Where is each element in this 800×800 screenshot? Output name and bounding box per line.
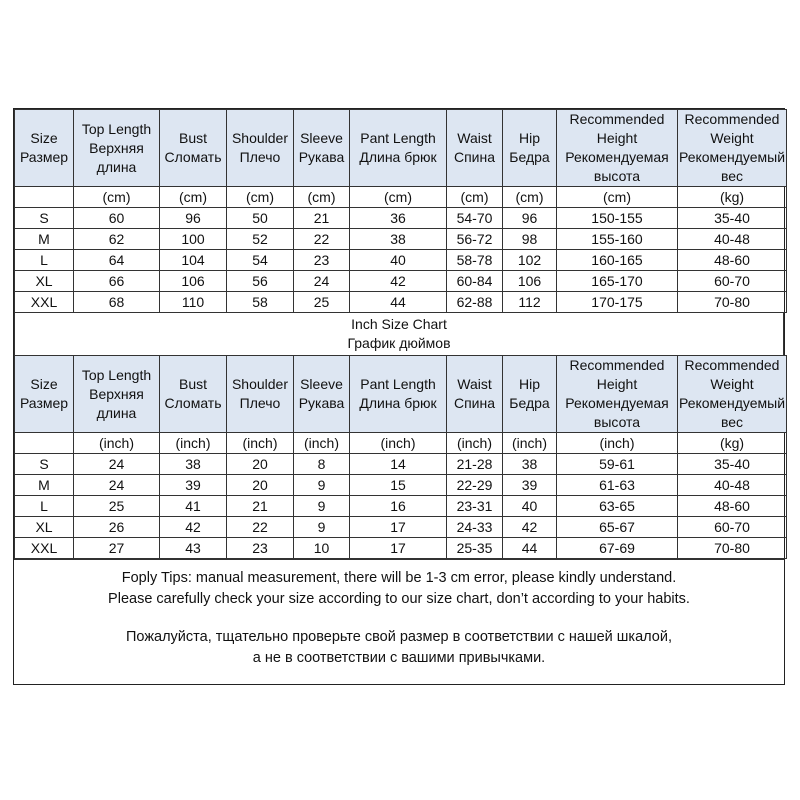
measurement-cell: 102 bbox=[503, 250, 557, 271]
header-line: Recommended bbox=[569, 357, 665, 373]
measurement-cell: 67-69 bbox=[557, 538, 678, 559]
measurement-cell: 36 bbox=[350, 208, 447, 229]
header-cell bbox=[503, 356, 557, 433]
measurement-cell: 64 bbox=[74, 250, 160, 271]
measurement-cell: 63-65 bbox=[557, 496, 678, 517]
header-line: высота bbox=[593, 414, 641, 430]
header-line: вес bbox=[720, 168, 744, 184]
unit-cell: (cm) bbox=[350, 187, 447, 208]
measurement-cell: 70-80 bbox=[678, 538, 787, 559]
header-cell bbox=[447, 356, 503, 433]
unit-cell: (inch) bbox=[447, 433, 503, 454]
measurement-cell: 100 bbox=[160, 229, 227, 250]
header-row bbox=[15, 110, 787, 187]
header-cell bbox=[350, 356, 447, 433]
measurement-cell: 60-70 bbox=[678, 517, 787, 538]
header-line: Size bbox=[30, 130, 58, 146]
header-line: Bust bbox=[178, 130, 207, 146]
measurement-cell: 21 bbox=[227, 496, 294, 517]
measurement-cell: 17 bbox=[350, 517, 447, 538]
header-line: Sleeve bbox=[300, 130, 343, 146]
unit-cell: (kg) bbox=[678, 187, 787, 208]
measurement-cell: 24-33 bbox=[447, 517, 503, 538]
measurement-cell: 58-78 bbox=[447, 250, 503, 271]
measurement-cell: 43 bbox=[160, 538, 227, 559]
measurement-cell: 58 bbox=[227, 292, 294, 313]
measurement-cell: 25 bbox=[74, 496, 160, 517]
header-line: Длина брюк bbox=[359, 149, 437, 165]
header-line: Recommended bbox=[684, 357, 780, 373]
header-line: Bust bbox=[178, 376, 207, 392]
measurement-cell: 110 bbox=[160, 292, 227, 313]
measurement-cell: 35-40 bbox=[678, 454, 787, 475]
table-row bbox=[15, 538, 787, 559]
header-line: Recommended bbox=[569, 111, 665, 127]
tip-line-ru-1: Пожалуйста, тщательно проверьте свой размер в соответствии с нашей шкалой, bbox=[126, 629, 672, 645]
measurement-cell: 42 bbox=[350, 271, 447, 292]
measurement-cell: 23-31 bbox=[447, 496, 503, 517]
measurement-cell: 59-61 bbox=[557, 454, 678, 475]
header-line: Pant Length bbox=[360, 130, 436, 146]
unit-cell: (inch) bbox=[74, 433, 160, 454]
measurement-cell: 60 bbox=[74, 208, 160, 229]
table-row bbox=[15, 454, 787, 475]
unit-cell: (cm) bbox=[74, 187, 160, 208]
inch-chart-title bbox=[14, 313, 784, 355]
header-line: Height bbox=[596, 130, 638, 146]
header-line: Верхняя bbox=[89, 139, 144, 156]
unit-cell: (cm) bbox=[447, 187, 503, 208]
measurement-cell: 155-160 bbox=[557, 229, 678, 250]
unit-row bbox=[15, 187, 787, 208]
header-line: Weight bbox=[710, 130, 754, 146]
measurement-cell: 24 bbox=[294, 271, 350, 292]
size-cell: XL bbox=[15, 517, 74, 538]
header-line: Рекомендуемый bbox=[678, 149, 786, 165]
table-row bbox=[15, 208, 787, 229]
header-cell bbox=[227, 356, 294, 433]
table-row bbox=[15, 475, 787, 496]
header-line: Сломать bbox=[164, 149, 222, 165]
measurement-cell: 42 bbox=[160, 517, 227, 538]
header-line: Top Length bbox=[81, 366, 152, 383]
measurement-cell: 56-72 bbox=[447, 229, 503, 250]
inch-chart-title-ru: График дюймов bbox=[347, 335, 451, 351]
header-cell bbox=[678, 356, 787, 433]
measurement-cell: 165-170 bbox=[557, 271, 678, 292]
header-line: Sleeve bbox=[300, 376, 343, 392]
measurement-cell: 21-28 bbox=[447, 454, 503, 475]
header-line: Сломать bbox=[164, 395, 222, 411]
header-line: Top Length bbox=[81, 120, 152, 137]
unit-cell: (cm) bbox=[503, 187, 557, 208]
inch-chart-title-en: Inch Size Chart bbox=[351, 316, 447, 332]
header-line: Верхняя bbox=[89, 385, 144, 402]
header-line: Hip bbox=[518, 130, 540, 146]
measurement-cell: 10 bbox=[294, 538, 350, 559]
measurement-cell: 60-84 bbox=[447, 271, 503, 292]
size-cell: XXL bbox=[15, 538, 74, 559]
measurement-cell: 14 bbox=[350, 454, 447, 475]
measurement-cell: 96 bbox=[503, 208, 557, 229]
unit-cell: (inch) bbox=[557, 433, 678, 454]
table-row bbox=[15, 271, 787, 292]
measurement-cell: 160-165 bbox=[557, 250, 678, 271]
measurement-cell: 61-63 bbox=[557, 475, 678, 496]
measurement-cell: 54 bbox=[227, 250, 294, 271]
measurement-cell: 27 bbox=[74, 538, 160, 559]
measurement-cell: 65-67 bbox=[557, 517, 678, 538]
measurement-cell: 23 bbox=[294, 250, 350, 271]
size-chart bbox=[13, 108, 785, 685]
unit-cell: (kg) bbox=[678, 433, 787, 454]
header-cell bbox=[350, 110, 447, 187]
measurement-cell: 56 bbox=[227, 271, 294, 292]
header-line: Размер bbox=[19, 395, 69, 411]
header-line: Hip bbox=[518, 376, 540, 392]
table-row bbox=[15, 496, 787, 517]
measurement-cell: 70-80 bbox=[678, 292, 787, 313]
measurement-cell: 40 bbox=[350, 250, 447, 271]
measurement-cell: 38 bbox=[160, 454, 227, 475]
measurement-cell: 52 bbox=[227, 229, 294, 250]
tip-line-en-2: Please carefully check your size according to our size chart, don’t according to your habits. bbox=[108, 591, 690, 607]
measurement-cell: 62 bbox=[74, 229, 160, 250]
header-cell bbox=[160, 110, 227, 187]
measurement-cell: 17 bbox=[350, 538, 447, 559]
header-cell bbox=[503, 110, 557, 187]
unit-cell bbox=[15, 187, 74, 208]
size-cell: L bbox=[15, 250, 74, 271]
unit-cell: (inch) bbox=[227, 433, 294, 454]
header-line: Рукава bbox=[298, 149, 345, 165]
header-line: Height bbox=[596, 376, 638, 392]
header-cell bbox=[557, 110, 678, 187]
measurement-cell: 24 bbox=[74, 475, 160, 496]
table-row bbox=[15, 250, 787, 271]
measurement-cell: 68 bbox=[74, 292, 160, 313]
header-line: Weight bbox=[710, 376, 754, 392]
header-line: Спина bbox=[453, 149, 496, 165]
table-row bbox=[15, 229, 787, 250]
header-line: Recommended bbox=[684, 111, 780, 127]
measurement-cell: 25 bbox=[294, 292, 350, 313]
cm-size-table bbox=[14, 109, 787, 313]
header-cell bbox=[557, 356, 678, 433]
header-cell bbox=[227, 110, 294, 187]
header-line: Shoulder bbox=[231, 130, 289, 146]
measurement-cell: 9 bbox=[294, 496, 350, 517]
header-line: Плечо bbox=[239, 395, 281, 411]
header-line: Size bbox=[30, 376, 58, 392]
measurement-cell: 96 bbox=[160, 208, 227, 229]
header-cell bbox=[160, 356, 227, 433]
measurement-cell: 104 bbox=[160, 250, 227, 271]
unit-cell: (cm) bbox=[557, 187, 678, 208]
unit-row bbox=[15, 433, 787, 454]
header-row bbox=[15, 356, 787, 433]
measurement-cell: 48-60 bbox=[678, 250, 787, 271]
measurement-cell: 50 bbox=[227, 208, 294, 229]
measurement-cell: 22 bbox=[294, 229, 350, 250]
size-cell: XL bbox=[15, 271, 74, 292]
measurement-cell: 41 bbox=[160, 496, 227, 517]
size-cell: M bbox=[15, 475, 74, 496]
measurement-cell: 21 bbox=[294, 208, 350, 229]
size-cell: XXL bbox=[15, 292, 74, 313]
header-line: Waist bbox=[457, 130, 492, 146]
header-line: Спина bbox=[453, 395, 496, 411]
measurement-cell: 48-60 bbox=[678, 496, 787, 517]
measurement-cell: 22-29 bbox=[447, 475, 503, 496]
header-line: Рекомендуемая bbox=[565, 395, 669, 411]
header-line: Длина брюк bbox=[359, 395, 437, 411]
measurement-cell: 35-40 bbox=[678, 208, 787, 229]
measurement-cell: 106 bbox=[503, 271, 557, 292]
size-cell: S bbox=[15, 208, 74, 229]
measurement-cell: 112 bbox=[503, 292, 557, 313]
header-cell bbox=[15, 356, 74, 433]
measurement-cell: 9 bbox=[294, 517, 350, 538]
table-row bbox=[15, 292, 787, 313]
unit-cell: (inch) bbox=[350, 433, 447, 454]
measurement-cell: 20 bbox=[227, 475, 294, 496]
size-cell: S bbox=[15, 454, 74, 475]
header-line: Рекомендуемый bbox=[678, 395, 786, 411]
measurement-cell: 26 bbox=[74, 517, 160, 538]
unit-cell: (cm) bbox=[294, 187, 350, 208]
header-line: Рукава bbox=[298, 395, 345, 411]
header-line: высота bbox=[593, 168, 641, 184]
measurement-cell: 25-35 bbox=[447, 538, 503, 559]
measurement-cell: 16 bbox=[350, 496, 447, 517]
measurement-cell: 20 bbox=[227, 454, 294, 475]
measurement-cell: 38 bbox=[350, 229, 447, 250]
measurement-cell: 98 bbox=[503, 229, 557, 250]
tip-line-en-1: Foply Tips: manual measurement, there will be 1-3 cm error, please kindly understand. bbox=[121, 570, 677, 586]
measurement-cell: 24 bbox=[74, 454, 160, 475]
measurement-cell: 150-155 bbox=[557, 208, 678, 229]
unit-cell: (cm) bbox=[227, 187, 294, 208]
measurement-cell: 62-88 bbox=[447, 292, 503, 313]
unit-cell: (inch) bbox=[160, 433, 227, 454]
header-cell bbox=[294, 356, 350, 433]
header-cell bbox=[447, 110, 503, 187]
measurement-cell: 40-48 bbox=[678, 229, 787, 250]
measurement-cell: 66 bbox=[74, 271, 160, 292]
measurement-cell: 38 bbox=[503, 454, 557, 475]
size-cell: L bbox=[15, 496, 74, 517]
measurement-cell: 42 bbox=[503, 517, 557, 538]
unit-cell: (cm) bbox=[160, 187, 227, 208]
inch-size-table bbox=[14, 355, 787, 559]
header-line: Плечо bbox=[239, 149, 281, 165]
measurement-cell: 8 bbox=[294, 454, 350, 475]
header-line: Размер bbox=[19, 149, 69, 165]
header-line: Бедра bbox=[509, 149, 550, 165]
measurement-cell: 39 bbox=[503, 475, 557, 496]
measurement-cell: 106 bbox=[160, 271, 227, 292]
table-row bbox=[15, 517, 787, 538]
header-line: Pant Length bbox=[360, 376, 436, 392]
measurement-tips bbox=[14, 559, 784, 669]
measurement-cell: 44 bbox=[350, 292, 447, 313]
header-cell bbox=[678, 110, 787, 187]
measurement-cell: 40-48 bbox=[678, 475, 787, 496]
measurement-cell: 23 bbox=[227, 538, 294, 559]
measurement-cell: 44 bbox=[503, 538, 557, 559]
header-line: Рекомендуемая bbox=[565, 149, 669, 165]
tip-line-ru-2: а не в соответствии с вашими привычками. bbox=[252, 650, 546, 666]
measurement-cell: 39 bbox=[160, 475, 227, 496]
header-cell bbox=[74, 110, 160, 187]
unit-cell bbox=[15, 433, 74, 454]
header-cell bbox=[15, 110, 74, 187]
measurement-cell: 22 bbox=[227, 517, 294, 538]
measurement-cell: 9 bbox=[294, 475, 350, 496]
header-line: длина bbox=[96, 158, 137, 175]
header-line: длина bbox=[96, 404, 137, 421]
header-line: Бедра bbox=[509, 395, 550, 411]
header-line: Waist bbox=[457, 376, 492, 392]
size-cell: M bbox=[15, 229, 74, 250]
header-cell bbox=[74, 356, 160, 433]
measurement-cell: 15 bbox=[350, 475, 447, 496]
header-cell bbox=[294, 110, 350, 187]
header-line: вес bbox=[720, 414, 744, 430]
header-line: Shoulder bbox=[231, 376, 289, 392]
measurement-cell: 60-70 bbox=[678, 271, 787, 292]
unit-cell: (inch) bbox=[294, 433, 350, 454]
unit-cell: (inch) bbox=[503, 433, 557, 454]
measurement-cell: 170-175 bbox=[557, 292, 678, 313]
measurement-cell: 54-70 bbox=[447, 208, 503, 229]
measurement-cell: 40 bbox=[503, 496, 557, 517]
